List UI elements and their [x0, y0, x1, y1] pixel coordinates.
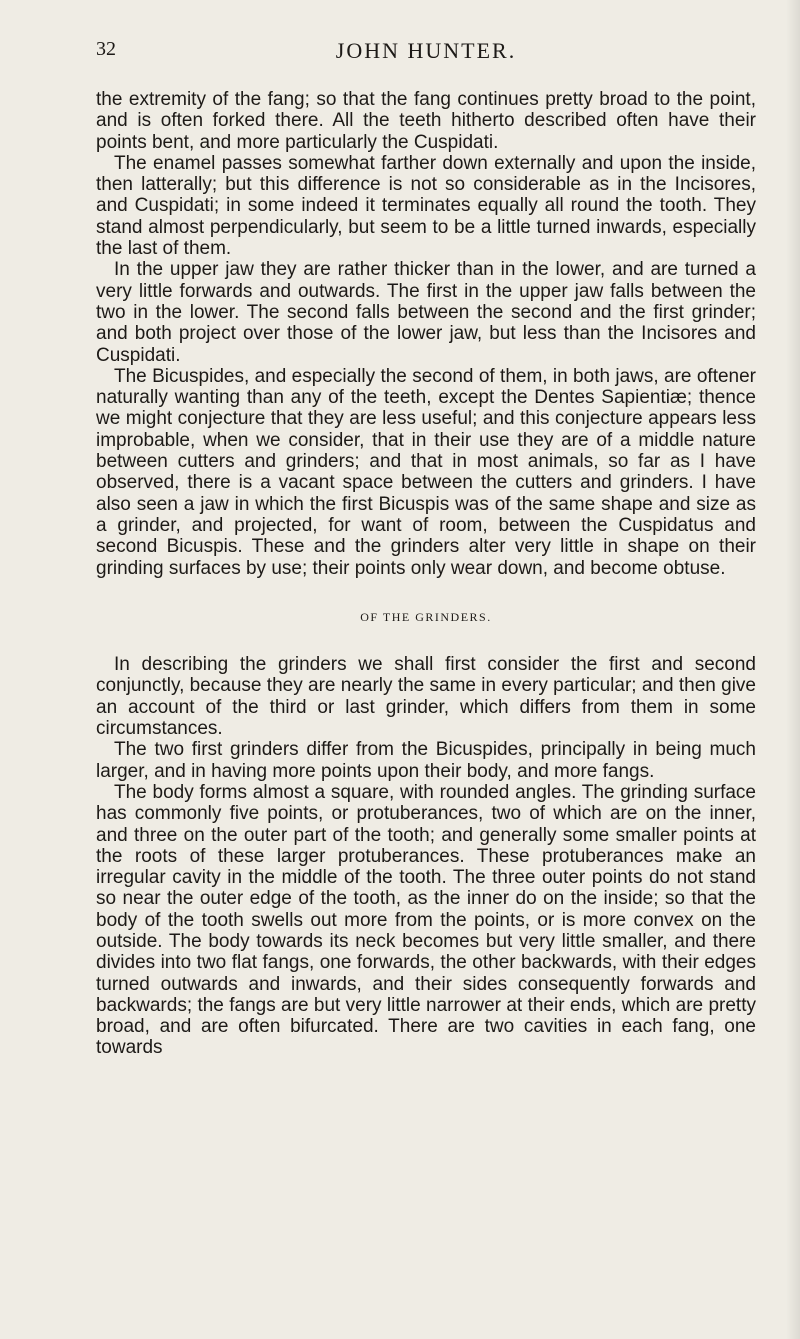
paragraph-first-grinders: The two first grinders differ from the Bicuspides, principally in being much larger, and in having more points upon their body, and more fangs.	[96, 739, 756, 782]
running-title: JOHN HUNTER.	[335, 38, 517, 63]
page-number: 32	[96, 38, 116, 60]
paragraph-enamel: The enamel passes somewhat farther down externally and upon the inside, then latterally; but this difference is not so considerable as in the Incisores, and Cuspidati; in some indeed it terminates equally all round the tooth. They stand almost perpendicularly, but seem to be a little turned inwards, especially the last of them.	[96, 152, 756, 260]
page-edge-shadow	[786, 0, 800, 1339]
paragraph-bicuspides: The Bicuspides, and especially the second of them, in both jaws, are oftener naturally wanting than any of the teeth, except the Dentes Sapientiæ; thence we might conjecture that they are less useful; and this conjecture appears less improbable, when we consider, that in their use they are of a middle nature between cutters and grinders; and that in most animals, so far as I have observed, there is a vacant space between the cutters and grinders. I have also seen a jaw in which the first Bicuspis was of the same shape and size as a grinder, and projected, for want of room, between the Cuspidatus and second Bicuspis. These and the grinders alter very little in shape on their grinding surfaces by use; their points only wear down, and become obtuse.	[96, 365, 756, 579]
section-heading: OF THE GRINDERS.	[360, 609, 492, 624]
running-head	[96, 38, 756, 68]
paragraph-describing-grinders: In describing the grinders we shall first consider the first and second conjunctly, because they are nearly the same in every particular; and then give an account of the third or last grinder, which differs from them in some circumstances.	[96, 654, 756, 740]
paragraph-grinder-body: The body forms almost a square, with rounded angles. The grinding surface has commonly five points, or protuberances, two of which are on the inner, and three on the outer part of the tooth; and generally some smaller points at the roots of these larger protuberances. These protuberances make an irregular cavity in the middle of the tooth. The three outer points do not stand so near the outer edge of the tooth, as the inner do on the inside; so that the body of the tooth swells out more from the points, or is more convex on the outside. The body towards its neck becomes but very little smaller, and there divides into two flat fangs, one forwards, the other backwards, with their edges turned outwards and inwards, and their sides consequently forwards and backwards; the fangs are but very little narrower at their ends, which are pretty broad, and are often bifurcated. There are two cavities in each fang, one towards	[96, 781, 756, 1059]
body-text	[96, 89, 756, 1059]
paragraph-continuation: the extremity of the fang; so that the fang continues pretty broad to the point, and is often forked there. All the teeth hitherto described often have their points bent, and more particularly the Cuspidati.	[96, 89, 756, 153]
paragraph-upper-jaw: In the upper jaw they are rather thicker than in the lower, and are turned a very little forwards and outwards. The first in the upper jaw falls between the two in the lower. The second falls between the second and the first grinder; and both project over those of the lower jaw, but less than the Incisores and Cuspidati.	[96, 259, 756, 366]
